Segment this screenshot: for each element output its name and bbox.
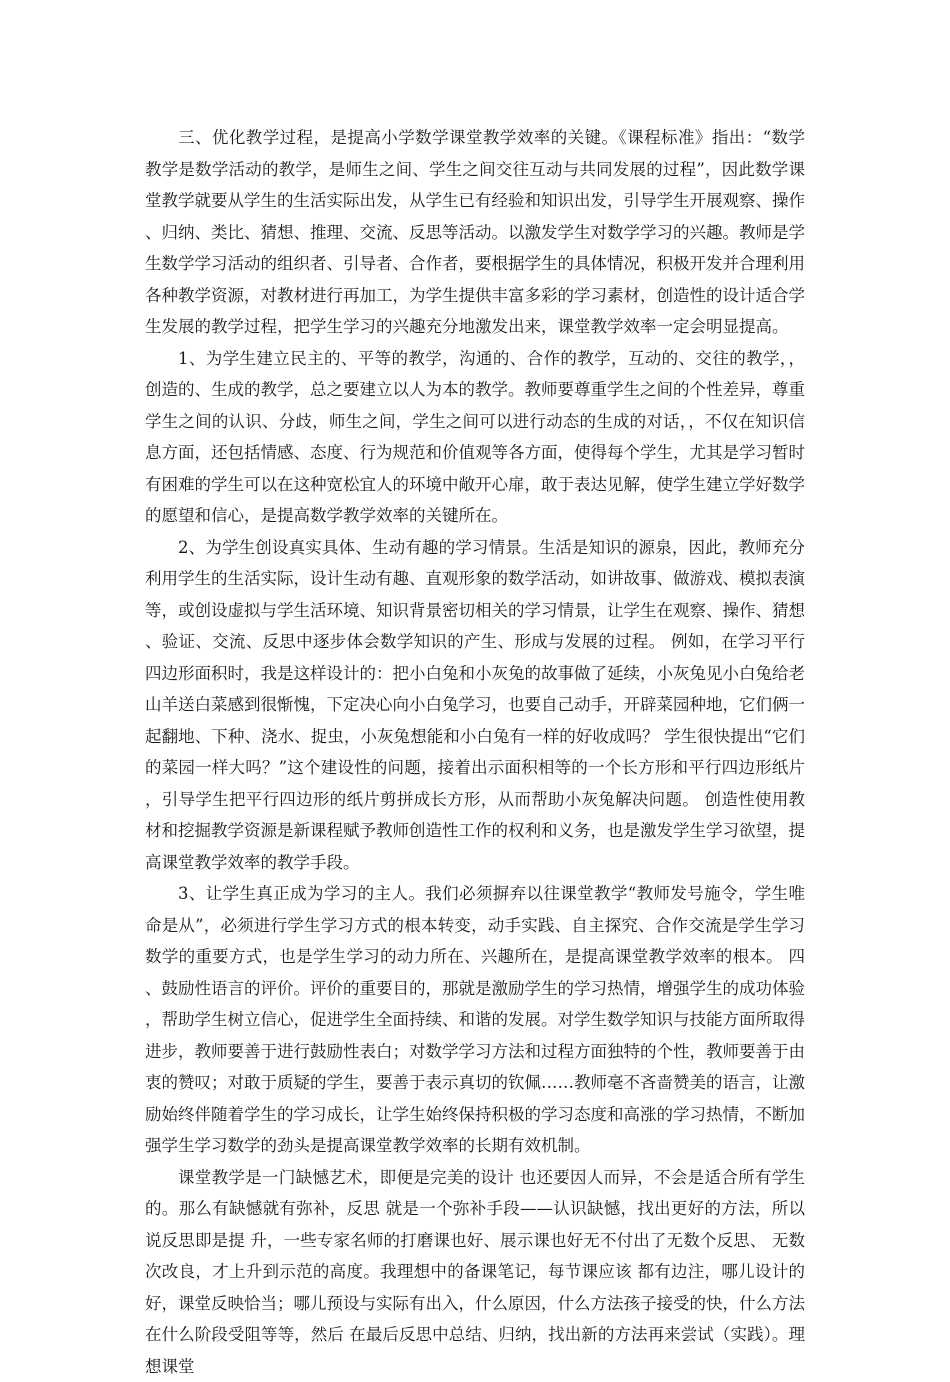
paragraph-reflection: 课堂教学是一门缺憾艺术，即便是完美的设计 也还要因人而异，不会是适合所有学生的。那么有缺憾就有弥补，反思 就是一个弥补手段——认识缺憾，找出更好的方法，所以说反思即是提 升，一些专家名师的打磨课也好、展示课也好无不付出了无数个反思、 无数次改良，才上升到示范的高度。我理想中的备课笔记，每节课应该 都有边注，哪儿设计的好，课堂反映恰当；哪儿预设与实际有出入，什么原因，什么方法孩子接受的快，什么方法在什么阶段受阻等等，然后 在最后反思中总结、归纳，找出新的方法再来尝试（实践）。理想课堂 xyxy=(145,1162,805,1382)
document-body xyxy=(145,122,805,1382)
paragraph-section-three: 三、优化教学过程，是提高小学数学课堂教学效率的关键。《课程标准》指出：“数学教学是数学活动的教学，是师生之间、学生之间交往互动与共同发展的过程”，因此数学课堂教学就要从学生的生活实际出发，从学生已有经验和知识出发，引导学生开展观察、操作、归纳、类比、猜想、推理、交流、反思等活动。以激发学生对数学学习的兴趣。教师是学生数学学习活动的组织者、引导者、合作者，要根据学生的具体情况，积极开发并合理利用各种教学资源，对教材进行再加工，为学生提供丰富多彩的学习素材，创造性的设计适合学生发展的教学过程，把学生学习的兴趣充分地激发出来，课堂教学效率一定会明显提高。 xyxy=(145,122,805,343)
paragraph-point-two: 2、为学生创设真实具体、生动有趣的学习情景。生活是知识的源泉，因此，教师充分利用学生的生活实际，设计生动有趣、直观形象的数学活动，如讲故事、做游戏、模拟表演等，或创设虚拟与学生活环境、知识背景密切相关的学习情景，让学生在观察、操作、猜想、验证、交流、反思中逐步体会数学知识的产生、形成与发展的过程。 例如，在学习平行四边形面积时，我是这样设计的：把小白兔和小灰兔的故事做了延续，小灰兔见小白兔给老山羊送白菜感到很惭愧，下定决心向小白兔学习，也要自己动手，开辟菜园种地，它们俩一起翻地、下种、浇水、捉虫，小灰兔想能和小白兔有一样的好收成吗？ 学生很快提出“它们的菜园一样大吗？”这个建设性的问题，接着出示面积相等的一个长方形和平行四边形纸片，引导学生把平行四边形的纸片剪拼成长方形，从而帮助小灰兔解决问题。 创造性使用教材和挖掘教学资源是新课程赋予教师创造性工作的权利和义务，也是激发学生学习欲望，提高课堂教学效率的教学手段。 xyxy=(145,532,805,879)
paragraph-point-one: 1、为学生建立民主的、平等的教学，沟通的、合作的教学，互动的、交往的教学，，创造的、生成的教学，总之要建立以人为本的教学。教师要尊重学生之间的个性差异，尊重学生之间的认识、分歧，师生之间，学生之间可以进行动态的生成的对话，，不仅在知识信息方面，还包括情感、态度、行为规范和价值观等各方面，使得每个学生，尤其是学习暂时有困难的学生可以在这种宽松宜人的环境中敞开心扉，敢于表达见解，使学生建立学好数学的愿望和信心，是提高数学教学效率的关键所在。 xyxy=(145,343,805,532)
paragraph-point-three: 3、让学生真正成为学习的主人。我们必须摒弃以往课堂教学“教师发号施令，学生唯命是从”，必须进行学生学习方式的根本转变，动手实践、自主探究、合作交流是学生学习数学的重要方式，也是学生学习的动力所在、兴趣所在，是提高课堂教学效率的根本。 四、鼓励性语言的评价。评价的重要目的，那就是激励学生的学习热情，增强学生的成功体验，帮助学生树立信心，促进学生全面持续、和谐的发展。对学生数学知识与技能方面所取得进步，教师要善于进行鼓励性表白；对数学学习方法和过程方面独特的个性，教师要善于由衷的赞叹；对敢于质疑的学生，要善于表示真切的钦佩……教师毫不吝啬赞美的语言，让激励始终伴随着学生的学习成长，让学生始终保持积极的学习态度和高涨的学习热情，不断加强学生学习数学的劲头是提高课堂教学效率的长期有效机制。 xyxy=(145,878,805,1162)
